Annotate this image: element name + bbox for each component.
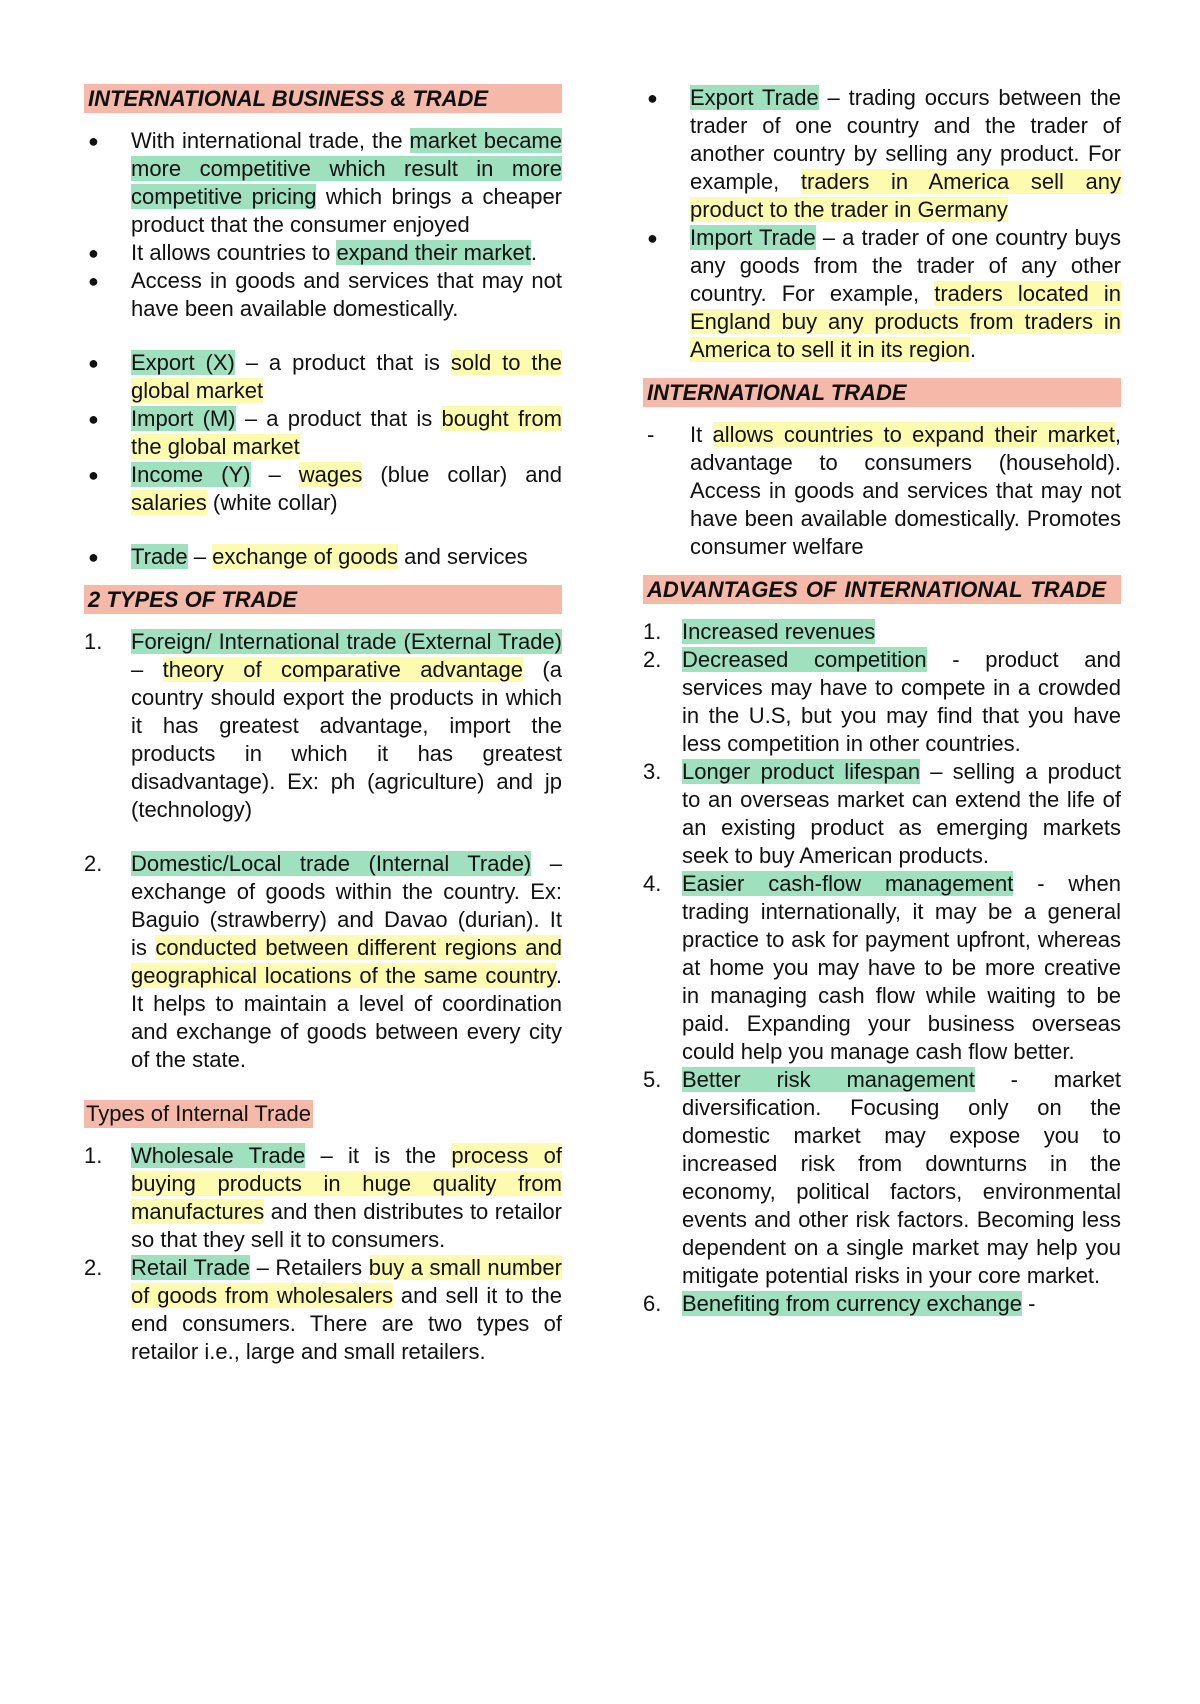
green-highlight: Better risk management — [682, 1067, 975, 1092]
list-item: 1. Foreign/ International trade (External Trade) – theory of comparative advantage (a country should export the products in which it has greatest advantage, import the products in which it has greatest disadvantage). Ex: ph (agriculture) and jp (technology) — [84, 629, 562, 822]
left-column — [84, 84, 562, 1366]
yellow-highlight: wages — [298, 462, 363, 487]
bullet-icon: ● — [88, 547, 99, 567]
list-number: 3. — [643, 759, 662, 784]
list-item: 3. Longer product lifespan – selling a product to an overseas market can extend the life of an existing product as emerging markets seek to buy American products. — [643, 759, 1122, 868]
green-highlight: Retail Trade — [131, 1255, 251, 1280]
bullet-icon: ● — [88, 131, 99, 151]
right-column — [643, 84, 1121, 1318]
list-item: ● Access in goods and services that may not have been available domestically. — [88, 268, 562, 321]
yellow-highlight: salaries — [131, 490, 207, 515]
term-import-trade: Import Trade — [690, 225, 816, 250]
intro-bullets — [84, 127, 562, 323]
list-item: 4. Easier cash-flow management - when trading internationally, it may be a general practice to ask for payment upfront, whereas at home you may have to be more creative in managing cash flow while waiting to be paid. Expanding your business overseas could help you manage cash flow better. — [643, 871, 1121, 1064]
list-item: 2. Retail Trade – Retailers buy a small number of goods from wholesalers and sell it to the end consumers. There are two types of retailor i.e., large and small retailers. — [84, 1255, 562, 1364]
list-number: 2. — [84, 851, 103, 876]
list-item: ● Trade – exchange of goods and services — [88, 544, 528, 569]
heading-international-trade: INTERNATIONAL TRADE — [643, 378, 1121, 407]
yellow-highlight: sold to the global market — [131, 350, 563, 403]
list-item: ● With international trade, the market became more competitive which result in more competitive pricing which brings a cheaper product that the consumer enjoyed — [88, 128, 563, 237]
list-item: 1. Wholesale Trade – it is the process of buying products in huge quality from manufactures and then distributes to retailor so that they sell it to consumers. — [84, 1143, 562, 1252]
list-item: ● Import Trade – a trader of one country buys any goods from the trader of any other country. For example, traders located in England buy any products from traders in America to sell it in its region. — [647, 225, 1121, 362]
list-number: 2. — [643, 647, 662, 672]
yellow-highlight: theory of comparative advantage — [162, 657, 523, 682]
term-trade: Trade — [131, 544, 188, 569]
list-item: ● Export Trade – trading occurs between the trader of one country and the trader of another country by selling any product. For example, traders in America sell any product to the trader in Germany — [647, 85, 1122, 222]
list-number: 1. — [84, 629, 103, 654]
bullet-icon: ● — [88, 243, 99, 263]
yellow-highlight: process of buying products in huge quality from manufactures — [131, 1143, 562, 1224]
green-highlight: Domestic/Local trade (Internal Trade) — [131, 851, 532, 876]
list-item: ● It allows countries to expand their market. — [88, 240, 537, 265]
definitions-bullets — [84, 349, 562, 517]
list-item — [643, 618, 1121, 646]
list-item: - It allows countries to expand their market, advantage to consumers (household). Access in goods and services that may not have been available domestically. Promotes consumer welfare — [647, 422, 1121, 559]
heading-international-business: INTERNATIONAL BUSINESS & TRADE — [84, 84, 562, 113]
heading-advantages: ADVANTAGES OF INTERNATIONAL TRADE — [643, 575, 1121, 604]
green-highlight: expand their market — [336, 240, 531, 265]
list-item: 6. Benefiting from currency exchange - — [643, 1291, 1036, 1316]
term-import: Import (M) — [131, 406, 236, 431]
term-export: Export (X) — [131, 350, 235, 375]
bullet-icon: ● — [88, 409, 99, 429]
trade-bullet — [84, 543, 562, 571]
yellow-highlight: bought from the global market — [131, 406, 562, 459]
yellow-highlight: exchange of goods — [212, 544, 399, 569]
advantages-list — [643, 618, 1121, 1318]
green-highlight: Easier cash-flow management — [682, 871, 1014, 896]
green-highlight: Benefiting from currency exchange — [682, 1291, 1022, 1316]
list-number: 2. — [84, 1255, 103, 1280]
term-income: Income (Y) — [131, 462, 251, 487]
types-of-trade-list — [84, 628, 562, 1074]
yellow-highlight: buy a small number of goods from wholesalers — [131, 1255, 562, 1308]
internal-trade-list — [84, 1142, 562, 1366]
subheading-internal-trade: Types of Internal Trade — [86, 1101, 312, 1126]
yellow-highlight: traders in America sell any product to the trader in Germany — [690, 169, 1121, 222]
green-highlight: Longer product lifespan — [682, 759, 921, 784]
list-number: 1. — [84, 1143, 103, 1168]
bullet-icon: ● — [88, 353, 99, 373]
green-highlight: Decreased competition — [682, 647, 927, 672]
list-item: 5. Better risk management - market diversification. Focusing only on the domestic market may expose you to increased risk from downturns in the economy, political factors, environmental events and other risk factors. Becoming less dependent on a single market may help you mitigate potential risks in your core market. — [643, 1067, 1121, 1288]
list-item: ● Import (M) – a product that is bought from the global market — [88, 406, 562, 459]
yellow-highlight: traders located in England buy any products from traders in America to sell it in its region — [690, 281, 1121, 362]
list-number: 5. — [643, 1067, 662, 1092]
subheading-row — [84, 1100, 562, 1128]
bullet-icon: ● — [647, 88, 658, 108]
list-item: 2. Decreased competition - product and services may have to compete in a crowded in the U.S, but you may find that you have less competition in other countries. — [643, 647, 1122, 756]
list-item: ● Income (Y) – wages (blue collar) and salaries (white collar) — [88, 462, 562, 515]
yellow-highlight: conducted between different regions and geographical locations of the same country — [131, 935, 563, 988]
green-highlight: market became more competitive which result in more competitive pricing — [131, 128, 562, 209]
list-number: 4. — [643, 871, 662, 896]
list-number: 6. — [643, 1291, 662, 1316]
green-highlight: Foreign/ International trade (External Trade) — [131, 629, 562, 654]
list-number: 1. — [643, 619, 662, 644]
list-item: ● Export (X) – a product that is sold to the global market — [88, 350, 563, 403]
trade-direction-bullets — [643, 84, 1121, 364]
yellow-highlight: allows countries to expand their market — [712, 422, 1115, 447]
list-item: 2. Domestic/Local trade (Internal Trade) – exchange of goods within the country. Ex: Baguio (strawberry) and Davao (durian). It is conducted between different regions and geographical locations of the same country. It helps to maintain a level of coordination and exchange of goods between every city of the state. — [84, 851, 563, 1072]
green-highlight: Increased revenues — [682, 619, 876, 644]
term-export-trade: Export Trade — [690, 85, 819, 110]
bullet-icon: ● — [88, 465, 99, 485]
bullet-icon: ● — [88, 271, 99, 291]
dash-icon: - — [647, 422, 655, 447]
bullet-icon: ● — [647, 228, 658, 248]
green-highlight: Wholesale Trade — [131, 1143, 306, 1168]
heading-types-of-trade: 2 TYPES OF TRADE — [84, 585, 562, 614]
